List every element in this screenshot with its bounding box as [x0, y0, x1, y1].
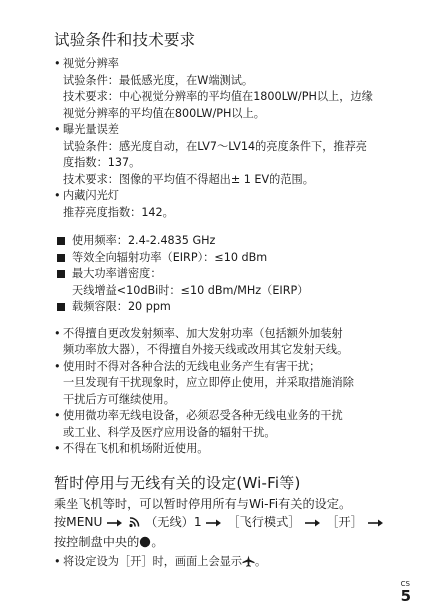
note-no-aircraft: • 不得在飞机和机场附近使用。: [54, 441, 404, 458]
text-line: 频功率放大器），不得擅自外接天线或改用其它发射天线。: [63, 343, 349, 356]
step-on: ［开］: [326, 514, 363, 529]
text-line: 试验条件：最低感光度，在W端测试。: [63, 73, 254, 87]
airplane-mode-intro: 乘坐飞机等时，可以暂时停用所有与Wi-Fi有关的设定。: [54, 496, 352, 511]
spec-max-psd: 最大功率谱密度：: [54, 266, 404, 283]
spacer: [54, 221, 404, 233]
section-title-airplane-mode: 暂时停用与无线有关的设定(Wi-Fi等): [54, 473, 301, 492]
spec-carrier-tolerance: 载频容限：20 ppm: [54, 299, 404, 316]
page-number: 5: [400, 587, 411, 605]
spacer: [54, 316, 404, 326]
arrow-right-icon: [304, 515, 322, 533]
step-menu: 按MENU: [54, 514, 103, 529]
page-content: [54, 28, 404, 572]
text-line: 技术要求：图像的平均值不得超出± 1 EV的范围。: [63, 172, 314, 186]
bullet-built-in-flash: • 内藏闪光灯: [54, 188, 404, 205]
text-line: 试验条件：感光度自动，在LV7～LV14的亮度条件下，推荐亮: [63, 139, 367, 153]
text-line: 度指数：137。: [63, 156, 141, 169]
step-center-button: 按控制盘中央的: [54, 534, 140, 549]
spec-frequency: 使用频率：2.4-2.4835 GHz: [54, 233, 404, 250]
text-line: 一旦发现有干扰现象时，应立即停止使用，并采取措施消除: [63, 376, 354, 389]
usage-notes: [54, 326, 404, 458]
text-line: 视觉分辨率的平均值在800LW/PH以上。: [63, 106, 265, 120]
section-title-test-conditions: 试验条件和技术要求: [54, 31, 196, 49]
airplane-mode-steps-cont: [54, 533, 404, 553]
airplane-icon: [242, 555, 255, 573]
arrow-right-icon: [367, 515, 385, 533]
text-line: 或工业、科学及医疗应用设备的辐射干扰。: [63, 425, 276, 439]
language-code: CS: [400, 580, 410, 588]
page-footer: [401, 580, 411, 604]
note-text-end: 。: [255, 554, 267, 568]
spec-antenna-gain: 天线增益<10dBi时：≤10 dBm/MHz（EIRP）: [72, 283, 309, 297]
visual-resolution-block: [54, 56, 404, 221]
text-line: 干扰后方可继续使用。: [63, 392, 175, 406]
arrow-right-icon: [106, 515, 124, 533]
airplane-mode-steps: [54, 513, 404, 533]
note-airplane-indicator: [54, 554, 404, 573]
period: 。: [151, 534, 164, 549]
arrow-right-icon: [205, 515, 223, 533]
airplane-mode-note: [54, 554, 404, 573]
note-no-interference: • 使用时不得对各种合法的无线电业务产生有害干扰；: [54, 359, 404, 376]
spec-eirp: 等效全向辐射功率（EIRP）：≤10 dBm: [54, 250, 404, 267]
text-line: 推荐亮度指数：142。: [63, 205, 174, 219]
center-button-icon: [139, 535, 151, 553]
radio-specs: [54, 233, 404, 316]
bullet-visual-resolution: • 视觉分辨率: [54, 56, 404, 73]
note-text: 将设定设为［开］时，画面上会显示: [63, 554, 243, 568]
step-airplane-mode: ［飞行模式］: [227, 514, 301, 529]
note-no-modification: • 不得擅自更改发射频率、加大发射功率（包括额外加装射: [54, 326, 404, 343]
text-line: 技术要求：中心视觉分辨率的平均值在1800LW/PH以上，边缘: [63, 90, 373, 103]
step-wireless: （无线）1: [145, 514, 202, 529]
bullet-exposure-error: • 曝光量误差: [54, 122, 404, 139]
note-tolerate-interference: • 使用微功率无线电设备，必须忍受各种无线电业务的干扰: [54, 408, 404, 425]
wireless-icon: [128, 515, 141, 533]
